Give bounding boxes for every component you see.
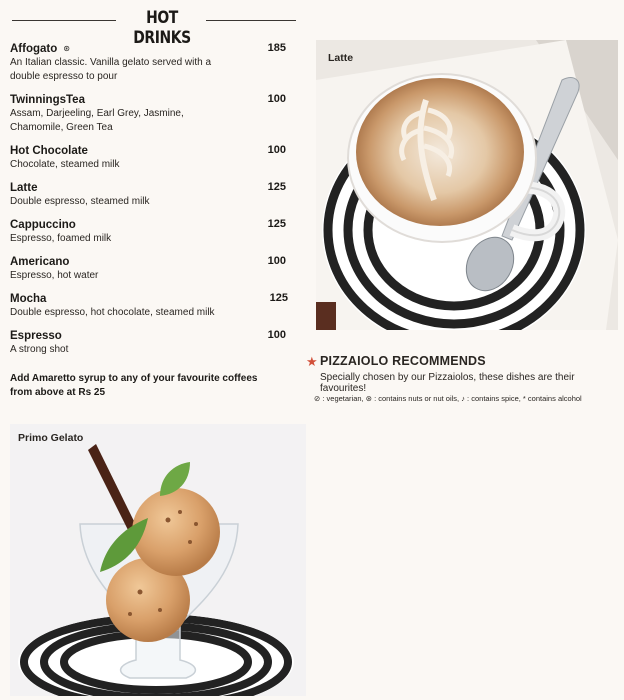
heading-rule-left <box>12 20 116 21</box>
item-description: Double espresso, hot chocolate, steamed milk <box>10 307 215 318</box>
item-description: Espresso, hot water <box>10 270 99 281</box>
dietary-legend: ⊘ : vegetarian, ⊛ : contains nuts or nut oils, ♪ : contains spice, * contains alcohol <box>314 394 582 403</box>
menu-item-mocha <box>10 292 290 320</box>
menu-item-americano <box>10 255 290 283</box>
item-description: Assam, Darjeeling, Earl Grey, Jasmine, Chamomile, Green Tea <box>10 108 184 133</box>
heading-rule-right <box>206 20 296 21</box>
item-price: 100 <box>267 255 286 267</box>
recommend-title: PIZZAIOLO RECOMMENDS <box>320 354 486 368</box>
amaretto-note: Add Amaretto syrup to any of your favourite coffees from above at Rs 25 <box>10 373 258 398</box>
item-price: 100 <box>267 93 286 105</box>
gelato-photo <box>10 424 306 696</box>
gelato-illustration <box>10 424 306 696</box>
recommend-description: Specially chosen by our Pizzaiolos, these dishes are their favourites! <box>320 372 575 394</box>
item-name: Latte <box>10 182 38 194</box>
gelato-caption: Primo Gelato <box>18 432 84 444</box>
latte-illustration <box>316 40 618 330</box>
section-title: HOT DRINKS <box>133 8 191 48</box>
drinks-menu <box>10 42 290 366</box>
menu-item-espresso <box>10 329 290 357</box>
item-name: Mocha <box>10 293 47 305</box>
latte-caption: Latte <box>328 52 354 64</box>
item-name: Cappuccino <box>10 219 76 231</box>
item-name: Americano <box>10 256 70 268</box>
menu-item-affogato <box>10 42 290 84</box>
item-price: 100 <box>267 144 286 156</box>
item-name: Hot Chocolate <box>10 145 88 157</box>
item-price: 125 <box>267 181 286 193</box>
latte-photo <box>316 40 618 330</box>
item-description: Double espresso, steamed milk <box>10 196 150 207</box>
item-description: A strong shot <box>10 344 69 355</box>
item-name: TwinningsTea <box>10 94 85 106</box>
item-description: Chocolate, steamed milk <box>10 159 120 170</box>
menu-item-twinnings-tea <box>10 93 290 135</box>
item-price: 125 <box>269 292 288 304</box>
item-description: Espresso, foamed milk <box>10 233 112 244</box>
item-name: Affogato <box>10 43 58 55</box>
item-name: Espresso <box>10 330 62 342</box>
star-icon: ★ <box>306 354 318 369</box>
veg-icon: ⊛ <box>63 44 70 53</box>
item-description: An Italian classic. Vanilla gelato served with a double espresso to pour <box>10 57 212 82</box>
item-price: 100 <box>267 329 286 341</box>
menu-item-latte <box>10 181 290 209</box>
item-price: 185 <box>267 42 286 54</box>
menu-item-cappuccino <box>10 218 290 246</box>
menu-item-hot-chocolate <box>10 144 290 172</box>
item-price: 125 <box>267 218 286 230</box>
